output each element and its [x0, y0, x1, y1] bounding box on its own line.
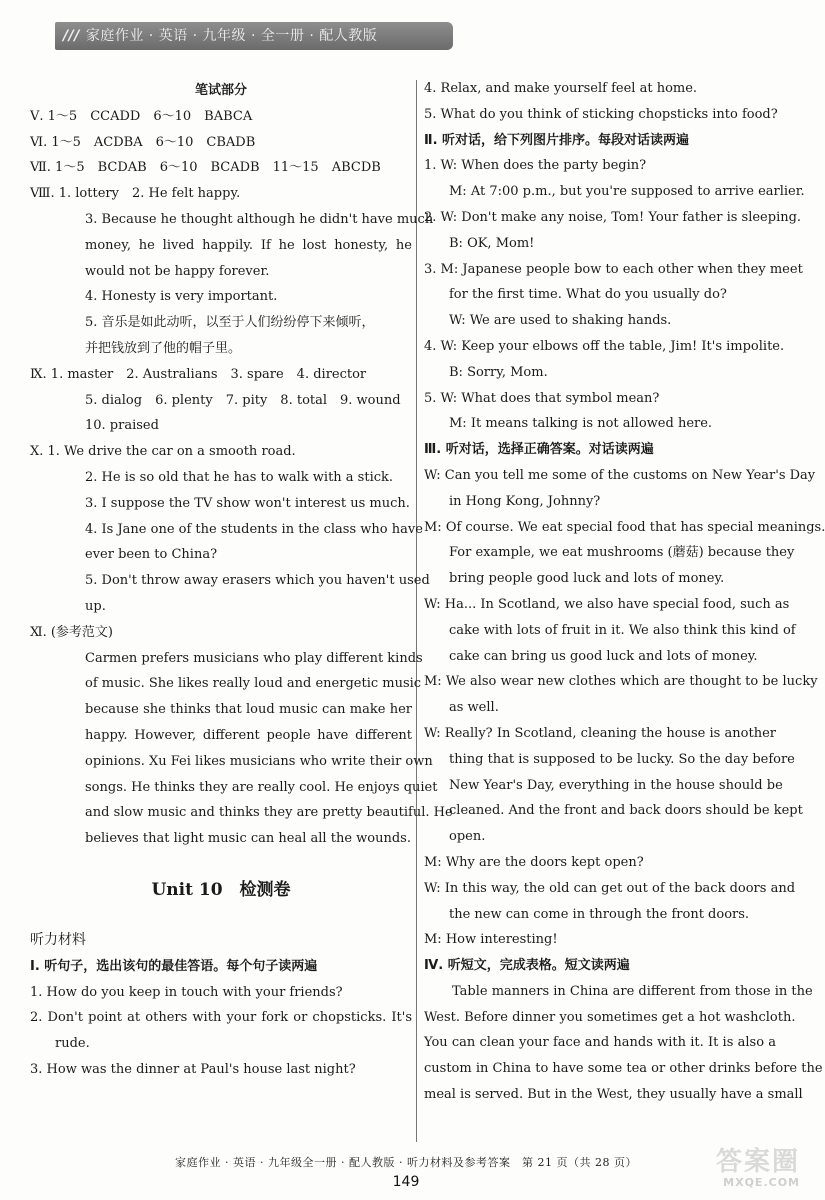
- dialog-line: 4. W: Keep your elbows off the table, Jim! It's impolite.: [424, 338, 785, 354]
- unit-title: Unit 10 检测卷: [151, 879, 291, 900]
- watermark-logo: [690, 1148, 800, 1194]
- watermark-url: MXQE.COM: [723, 1176, 800, 1189]
- dialog-line: 3. M: Japanese people bow to each other when they meet: [424, 261, 803, 277]
- dialog-line: as well.: [449, 700, 499, 716]
- dialog-line: 5. W: What does that symbol mean?: [424, 390, 660, 406]
- listening-section-heading: Ⅱ. 听对话，给下列图片排序。每段对话读两遍: [424, 132, 690, 148]
- dialog-line: thing that is supposed to be lucky. So the day before: [449, 751, 795, 767]
- passage-line: custom in China to have some tea or other drinks before the: [424, 1061, 823, 1077]
- dialog-line: bring people good luck and lots of money.: [449, 571, 725, 587]
- dialog-line: M: We also wear new clothes which are thought to be lucky: [424, 674, 818, 690]
- script-line: 1. How do you keep in touch with your friends?: [30, 984, 343, 1000]
- sample-essay-label: Ⅺ. (参考范文): [30, 624, 114, 640]
- essay-line: of music. She likes really loud and energetic music: [85, 676, 422, 692]
- dialog-line: M: How interesting!: [424, 932, 558, 948]
- answer-line: 5. dialog 6. plenty 7. pity 8. total 9. wound: [85, 392, 401, 408]
- column-divider: [416, 80, 417, 1142]
- dialog-line: open.: [449, 829, 486, 845]
- dialog-line: M: Why are the doors kept open?: [424, 854, 644, 870]
- answer-line: Ⅷ. 1. lottery 2. He felt happy.: [30, 186, 241, 202]
- listening-material-heading: 听力材料: [30, 931, 86, 948]
- essay-line: songs. He thinks they are really cool. He enjoys quiet: [85, 779, 438, 795]
- header-stripes: ///: [63, 28, 80, 44]
- answer-line: money, he lived happily. If he lost honesty, he: [85, 237, 412, 253]
- dialog-line: W: Really? In Scotland, cleaning the house is another: [424, 725, 776, 741]
- page-number: 149: [392, 1174, 420, 1190]
- answer-line: ever been to China?: [85, 547, 218, 563]
- script-line: 4. Relax, and make yourself feel at home.: [424, 81, 698, 96]
- dialog-line: cleaned. And the front and back doors should be kept: [449, 803, 803, 819]
- script-line: 3. How was the dinner at Paul's house last night?: [30, 1061, 356, 1077]
- answer-line: 3. Because he thought although he didn't have much: [85, 211, 434, 227]
- dialog-line: the new can come in through the front doors.: [449, 906, 750, 922]
- spacer: [30, 852, 412, 870]
- listening-section-heading: Ⅰ. 听句子，选出该句的最佳答语。每个句子读两遍: [30, 958, 318, 974]
- right-column: [424, 76, 825, 1108]
- essay-line: and slow music and thinks they are pretty beautiful. He: [85, 805, 453, 821]
- passage-line: Table manners in China are different from those in the: [452, 983, 813, 999]
- essay-line: because she thinks that loud music can make her: [85, 702, 412, 718]
- dialog-line: B: Sorry, Mom.: [449, 364, 548, 380]
- page-footer: 家庭作业 · 英语 · 九年级全一册 · 配人教版 · 听力材料及参考答案 第 21 页（共 28 页）: [175, 1156, 637, 1169]
- answer-line: would not be happy forever.: [85, 263, 270, 279]
- dialog-line: W: We are used to shaking hands.: [449, 313, 672, 329]
- passage-line: West. Before dinner you sometimes get a hot washcloth.: [424, 1009, 796, 1025]
- dialog-line: for the first time. What do you usually do?: [449, 287, 727, 303]
- dialog-line: M: Of course. We eat special food that has special meanings.: [424, 519, 825, 535]
- book-header-title: 家庭作业 · 英语 · 九年级 · 全一册 · 配人教版: [85, 28, 378, 44]
- answer-line: 4. Honesty is very important.: [85, 289, 278, 305]
- answer-line: 4. Is Jane one of the students in the class who have: [85, 521, 423, 537]
- spacer: [30, 910, 412, 928]
- dialog-line: 1. W: When does the party begin?: [424, 158, 647, 174]
- essay-line: believes that light music can heal all the wounds.: [85, 831, 411, 847]
- dialog-line: New Year's Day, everything in the house should be: [449, 777, 783, 793]
- dialog-line: M: At 7:00 p.m., but you're supposed to arrive earlier.: [449, 184, 805, 200]
- script-line: 5. What do you think of sticking chopsticks into food?: [424, 106, 778, 122]
- dialog-line: 2. W: Don't make any noise, Tom! Your father is sleeping.: [424, 209, 802, 225]
- answer-line: up.: [85, 598, 106, 614]
- dialog-line: W: Can you tell me some of the customs on New Year's Day: [424, 467, 816, 483]
- answer-line: 2. He is so old that he has to walk with a stick.: [85, 469, 394, 485]
- passage-line: meal is served. But in the West, they usually have a small: [424, 1087, 803, 1103]
- answer-line: 3. I suppose the TV show won't interest us much.: [85, 495, 410, 511]
- essay-line: Carmen prefers musicians who play different kinds: [85, 650, 423, 666]
- answer-line: 10. praised: [85, 418, 159, 434]
- answer-line: Ⅹ. 1. We drive the car on a smooth road.: [30, 444, 296, 460]
- dialog-line: B: OK, Mom!: [449, 235, 535, 251]
- script-line: 2. Don't point at others with your fork or chopsticks. It's: [30, 1010, 412, 1026]
- dialog-line: W: In this way, the old can get out of the back doors and: [424, 880, 796, 896]
- section-heading-written: 笔试部分: [194, 83, 247, 98]
- dialog-line: cake with lots of fruit in it. We also think this kind of: [449, 622, 796, 638]
- answer-line: Ⅸ. 1. master 2. Australians 3. spare 4. director: [30, 366, 367, 382]
- dialog-line: For example, we eat mushrooms (蘑菇) because they: [449, 545, 795, 561]
- answer-line: Ⅴ. 1～5 CCADD 6～10 BABCA: [30, 108, 253, 124]
- watermark-text: 答案圈: [715, 1147, 800, 1177]
- essay-line: opinions. Xu Fei likes musicians who write their own: [85, 753, 433, 769]
- left-column: [30, 78, 453, 1083]
- script-line: rude.: [55, 1036, 90, 1052]
- dialog-line: in Hong Kong, Johnny?: [449, 493, 601, 509]
- answer-line: 5. 音乐是如此动听，以至于人们纷纷停下来倾听，: [85, 315, 375, 331]
- book-header-banner: [55, 22, 453, 50]
- essay-line: happy. However, different people have different: [85, 727, 412, 743]
- dialog-line: M: It means talking is not allowed here.: [449, 416, 713, 432]
- answer-line: 5. Don't throw away erasers which you haven't used: [85, 573, 430, 589]
- answer-line: 并把钱放到了他的帽子里。: [85, 340, 242, 356]
- listening-section-heading: Ⅲ. 听对话，选择正确答案。对话读两遍: [424, 442, 654, 458]
- passage-line: You can clean your face and hands with it. It is also a: [424, 1035, 776, 1051]
- dialog-line: cake can bring us good luck and lots of money.: [449, 648, 758, 664]
- listening-section-heading: Ⅳ. 听短文，完成表格。短文读两遍: [424, 958, 630, 974]
- answer-line: Ⅶ. 1～5 BCDAB 6～10 BCADB 11～15 ABCDB: [30, 160, 381, 176]
- dialog-line: W: Ha... In Scotland, we also have special food, such as: [424, 596, 790, 612]
- answer-line: Ⅵ. 1～5 ACDBA 6～10 CBADB: [30, 134, 256, 150]
